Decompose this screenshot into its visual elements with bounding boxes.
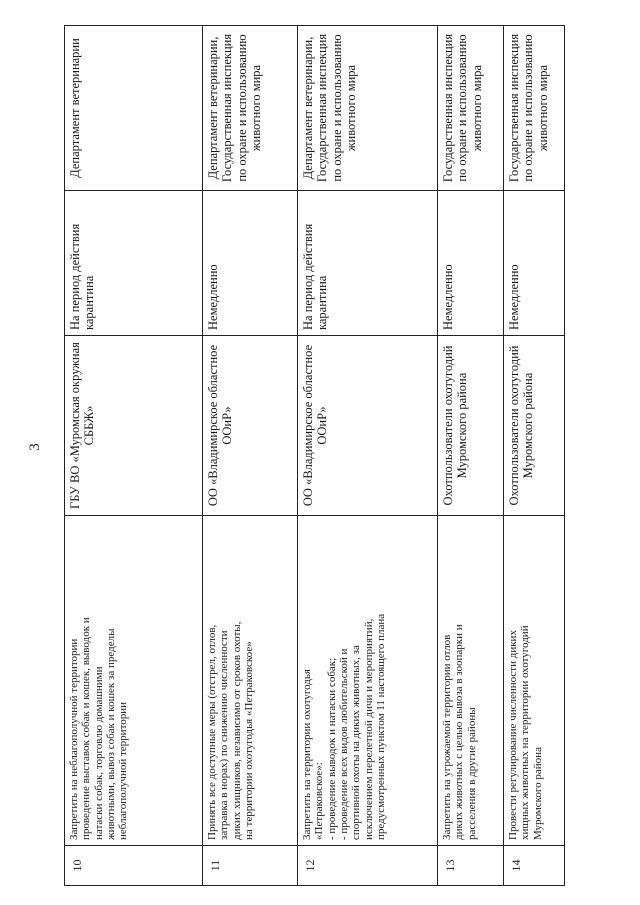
- measure-line: Принять все доступные меры (отстрел, отлов,: [206, 624, 218, 840]
- measure-line: «Петраковское»:: [313, 762, 326, 840]
- measure-line: расселения в другие районы: [465, 707, 478, 840]
- measure-line: Запретить на неблагополучной территории: [68, 638, 80, 840]
- measure-description: [65, 516, 203, 846]
- executor: Охотпользователи охотугодий Муромского района: [504, 336, 565, 516]
- measure-line: диких хищников, независимо от сроков охоты,: [230, 621, 243, 840]
- responsible-authority: Государственная инспекция по охране и использованию животного мира: [504, 26, 565, 191]
- row-number: 14: [504, 846, 565, 886]
- measure-line: диких животных с целью вывоза в зоопарки и: [453, 624, 466, 840]
- responsible-authority: Департамент ветеринарии, Государственная инспекция по охране и использованию животного мира: [203, 26, 298, 191]
- measure-line: проведение выставок собак и кошек, выводок и: [80, 617, 93, 840]
- measure-line: Запретить на угрожаемой территории отлов: [441, 634, 453, 840]
- executor: ГБУ ВО «Муромская окружная СББЖ»: [65, 336, 203, 516]
- page-number: 3: [26, 443, 43, 451]
- measure-line: хищных животных на территории охотугодий: [519, 625, 532, 840]
- responsible-authority: Департамент ветеринарии: [65, 26, 203, 191]
- measure-line: животными, вывоз собак и кошек за пределы: [104, 628, 117, 840]
- measure-line: Запретить на территории охотугодья: [301, 669, 313, 840]
- responsible-authority: Департамент ветеринарии, Государственная инспекция по охране и использованию животного мира: [298, 26, 438, 191]
- row-number: 13: [438, 846, 504, 886]
- row-number: 12: [298, 846, 438, 886]
- measures-table-wrapper: [64, 26, 564, 886]
- measure-line: - проведение выводок и натаски собак;: [325, 657, 338, 840]
- deadline: На период действия карантина: [65, 191, 203, 336]
- row-number: 10: [65, 846, 203, 886]
- table-row: [65, 26, 203, 886]
- measure-line: Муромского района: [531, 747, 544, 840]
- measure-description: [504, 516, 565, 846]
- row-number: 11: [203, 846, 298, 886]
- executor: ОО «Владимирское областное ООиР»: [203, 336, 298, 516]
- table-row: [438, 26, 504, 886]
- measures-table: [64, 25, 565, 886]
- table-row: [298, 26, 438, 886]
- measure-line: затравка в норах) по снижению численности: [218, 630, 231, 840]
- measure-line: предусмотренных пунктом 11 настоящего плана: [374, 613, 387, 840]
- executor: ОО «Владимирское областное ООиР»: [298, 336, 438, 516]
- deadline: Немедленно: [504, 191, 565, 336]
- table-row: [504, 26, 565, 886]
- responsible-authority: Государственная инспекция по охране и использованию животного мира: [438, 26, 504, 191]
- deadline: Немедленно: [203, 191, 298, 336]
- deadline: Немедленно: [438, 191, 504, 336]
- measure-line: Провести регулирование численности диких: [507, 630, 519, 840]
- measure-description: [298, 516, 438, 846]
- table-row: [203, 26, 298, 886]
- measure-description: [438, 516, 504, 846]
- measure-line: - проведение всех видов любительской и: [337, 648, 350, 840]
- executor: Охотпользователи охотугодий Муромского района: [438, 336, 504, 516]
- measure-description: [203, 516, 298, 846]
- measure-line: на территории охотугодья «Петраковское»: [242, 641, 255, 840]
- deadline: На период действия карантина: [298, 191, 438, 336]
- measure-line: спортивной охоты на диких животных, за: [350, 645, 363, 840]
- measure-line: неблагополучной территории: [117, 702, 130, 840]
- measure-line: натаски собак, торговлю домашними: [92, 666, 105, 840]
- measure-line: исключением перелетной дичи и мероприятий,: [362, 618, 375, 840]
